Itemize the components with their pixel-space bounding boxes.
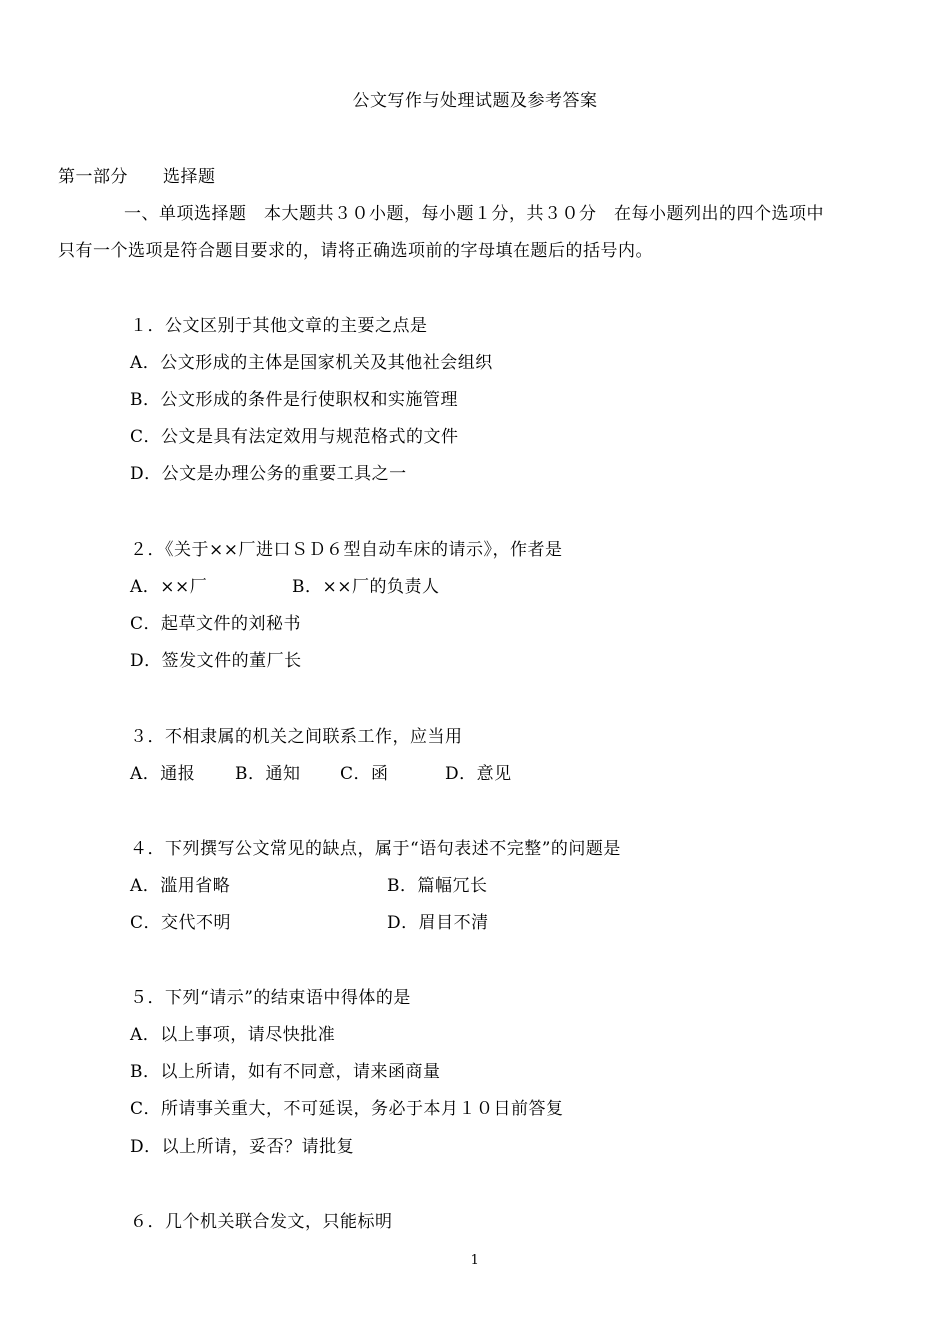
question-option: A．××厂	[130, 577, 208, 597]
question-stem: ６．几个机关联合发文，只能标明	[130, 1212, 393, 1232]
question-option: D．公文是办理公务的重要工具之一	[130, 464, 407, 484]
question-stem: ３．不相隶属的机关之间联系工作，应当用	[130, 727, 463, 747]
question-option: C．公文是具有法定效用与规范格式的文件	[130, 427, 459, 447]
question-option: B．通知	[235, 764, 301, 784]
question-option: A．通报	[130, 764, 196, 784]
question-stem: ２．《关于××厂进口ＳＤ６型自动车床的请示》，作者是	[130, 540, 563, 560]
question-option: D．意见	[445, 764, 512, 784]
document-title: 公文写作与处理试题及参考答案	[352, 91, 598, 111]
page-number: 1	[470, 1253, 480, 1268]
instructions-line-1: 一、单项选择题 本大题共３０小题，每小题１分，共３０分 在每小题列出的四个选项中	[124, 204, 824, 224]
instructions-line-2: 只有一个选项是符合题目要求的，请将正确选项前的字母填在题后的括号内。	[58, 241, 653, 261]
question-option: D．以上所请，妥否？请批复	[130, 1137, 355, 1157]
question-option: A．滥用省略	[130, 876, 231, 896]
question-option: C．交代不明	[130, 913, 232, 933]
question-option: B．篇幅冗长	[387, 876, 488, 896]
question-option: D．签发文件的董厂长	[130, 651, 302, 671]
question-option: B．××厂的负责人	[292, 577, 440, 597]
question-option: C．起草文件的刘秘书	[130, 614, 302, 634]
question-stem: ４．下列撰写公文常见的缺点，属于“语句表述不完整”的问题是	[130, 839, 621, 859]
question-option: B．以上所请，如有不同意，请来函商量	[130, 1062, 441, 1082]
question-stem: ５．下列“请示”的结束语中得体的是	[130, 988, 411, 1008]
question-option: D．眉目不清	[387, 913, 489, 933]
question-option: A．公文形成的主体是国家机关及其他社会组织	[130, 353, 493, 373]
part-heading: 第一部分 选择题	[58, 167, 216, 187]
question-option: C．所请事关重大，不可延误，务必于本月１０日前答复	[130, 1099, 564, 1119]
question-stem: １．公文区别于其他文章的主要之点是	[130, 316, 428, 336]
question-option: A．以上事项，请尽快批准	[130, 1025, 336, 1045]
question-option: B．公文形成的条件是行使职权和实施管理	[130, 390, 458, 410]
question-option: C．函	[340, 764, 389, 784]
